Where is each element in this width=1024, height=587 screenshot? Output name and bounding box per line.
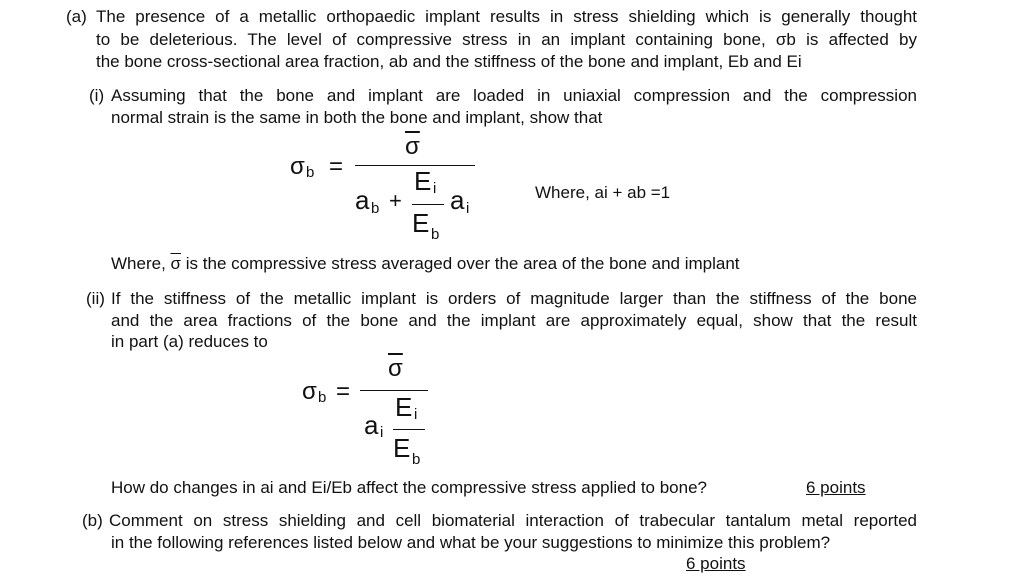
eq1-inner-bar	[412, 204, 444, 205]
eq1-term1-sub: b	[371, 200, 380, 217]
eq1-lhs-sub: b	[306, 164, 315, 181]
eq2-inner-num: E	[395, 392, 413, 422]
eq1-lhs: σ	[290, 153, 305, 180]
part-b-label: (b)	[82, 511, 103, 530]
part-ii-points: 6 points	[806, 478, 866, 497]
part-a-line-3: the bone cross-sectional area fraction, ab and the stiffness of the bone and implant, Eb and Ei	[96, 52, 802, 71]
eq2-lhs-sub: b	[318, 389, 327, 406]
eq2-inner-bar	[393, 429, 425, 430]
eq1-term2: a	[450, 185, 465, 215]
eq2-lhs: σ	[302, 378, 317, 405]
eq1-inner-den-sub: b	[431, 226, 440, 243]
sigma-bar-symbol: $\overline{\sigma}$	[170, 254, 182, 273]
eq1-numerator: $\overline{\sigma}$	[405, 133, 420, 160]
eq1-inner-den: E	[412, 208, 430, 238]
eq1-term2-sub: i	[466, 200, 470, 217]
where-rest: is the compressive stress averaged over the area of the bone and implant	[185, 254, 740, 273]
eq1-inner-num-sub: i	[433, 180, 437, 197]
part-b-points: 6 points	[686, 554, 746, 573]
where-definition	[111, 253, 740, 275]
eq2-fraction-bar	[360, 390, 428, 391]
part-i-label: (i)	[89, 86, 105, 105]
where-prefix: Where,	[111, 254, 166, 273]
eq1-plus: +	[389, 188, 402, 213]
part-ii-question: How do changes in ai and Ei/Eb affect the compressive stress applied to bone?	[111, 478, 707, 497]
part-a-line-2: to be deleterious. The level of compressive stress in an implant containing bone, σb is affected by	[96, 30, 917, 49]
eq2-term: a	[364, 410, 379, 440]
eq2-term-sub: i	[380, 424, 384, 441]
eq1-term1: a	[355, 185, 370, 215]
eq1-inner-num: E	[414, 166, 432, 196]
eq2-numerator: $\overline{\sigma}$	[388, 355, 403, 382]
eq1-equals: =	[329, 153, 344, 180]
eq2-inner-den: E	[393, 433, 411, 463]
eq2-equals: =	[336, 378, 351, 405]
part-b-line-1: Comment on stress shielding and cell biomaterial interaction of trabecular tantalum metal reported	[109, 511, 917, 530]
eq2-inner-den-sub: b	[412, 451, 421, 468]
part-ii-line-2: and the area fractions of the bone and the implant are approximately equal, show that the result	[111, 311, 917, 330]
part-a-line-1: The presence of a metallic orthopaedic implant results in stress shielding which is generally thought	[96, 7, 917, 26]
part-ii-label: (ii)	[86, 289, 105, 308]
part-ii-line-3: in part (a) reduces to	[111, 332, 268, 351]
where-condition: Where, ai + ab =1	[535, 183, 671, 202]
part-ii-line-1: If the stiffness of the metallic implant is orders of magnitude larger than the stiffness of the bone	[111, 289, 917, 308]
part-i-line-2: normal strain is the same in both the bone and implant, show that	[111, 108, 603, 127]
eq2-inner-num-sub: i	[414, 406, 418, 423]
part-i-line-1: Assuming that the bone and implant are loaded in uniaxial compression and the compression	[111, 86, 917, 105]
part-b-line-2: in the following references listed below and what be your suggestions to minimize this problem?	[111, 533, 831, 552]
part-a-label: (a)	[66, 7, 87, 26]
